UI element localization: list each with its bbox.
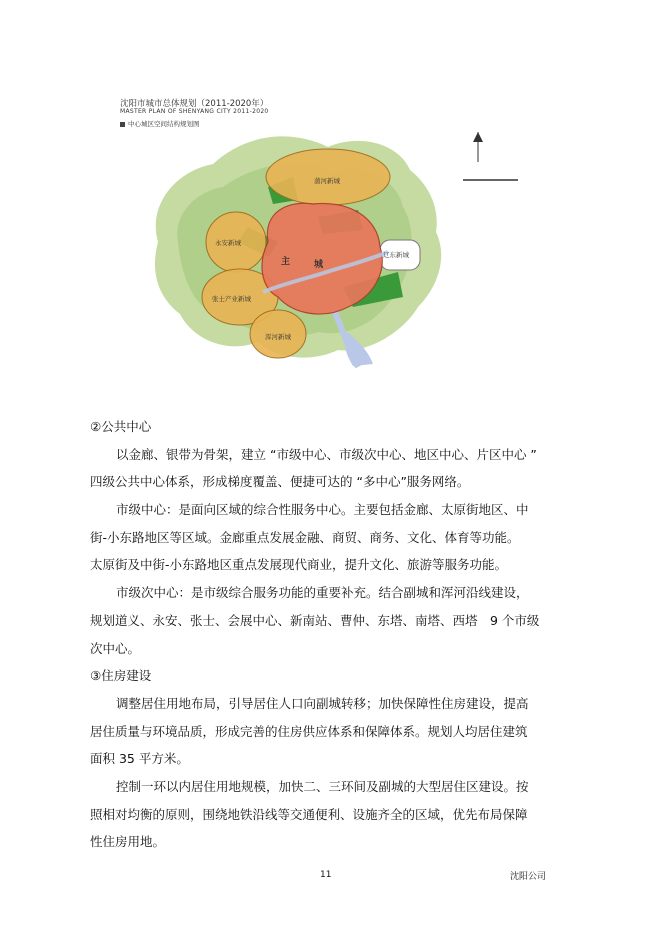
map-drawing bbox=[118, 92, 558, 378]
p3-line3: 次中心。 bbox=[90, 641, 141, 656]
p2-line2: 街-小东路地区等区域。金廊重点发展金融、商贸、商务、文化、体育等功能。 bbox=[90, 530, 520, 545]
map-title-en: MASTER PLAN OF SHENYANG CITY 2011-2020 bbox=[120, 108, 269, 115]
company-name: 沈阳公司 bbox=[510, 872, 547, 882]
page-number: 11 bbox=[320, 870, 332, 880]
p5-line1: 控制一环以内居住用地规模，加快二、三环间及副城的大型居住区建设。按 bbox=[116, 779, 529, 794]
section3-heading: ③住房建设 bbox=[90, 668, 152, 683]
p2-line3: 太原街及中街-小东路地区重点发展现代商业，提升文化、旅游等服务功能。 bbox=[90, 557, 508, 572]
section2-heading: ②公共中心 bbox=[90, 419, 152, 434]
compass-icon bbox=[473, 132, 483, 162]
map-legend: 中心城区空间结构规划图 bbox=[120, 119, 200, 128]
p2-line1: 市级中心：是面向区域的综合性服务中心。主要包括金廊、太原街地区、中 bbox=[116, 502, 529, 517]
label-west: 永安新城 bbox=[215, 239, 241, 247]
p4-line1: 调整居住用地布局，引导居住人口向副城转移；加快保障性住房建设，提高 bbox=[116, 696, 529, 711]
label-south: 浑河新城 bbox=[265, 333, 291, 341]
map-title-cn: 沈阳市城市总体规划（2011-2020年） bbox=[120, 99, 269, 109]
p3-line1: 市级次中心：是市级综合服务功能的重要补充。结合副城和浑河沿线建设， bbox=[116, 585, 529, 600]
p5-line2: 照相对均衡的原则，围绕地铁沿线等交通便利、设施齐全的区域，优先布局保障 bbox=[90, 807, 528, 822]
p4-line3: 面积 35 平方米。 bbox=[90, 751, 189, 766]
p4-line2: 居住质量与环境品质，形成完善的住房供应体系和保障体系。规划人均居住建筑 bbox=[90, 724, 528, 739]
p1-line2: 四级公共中心体系，形成梯度覆盖、便捷可达的 “多中心”服务网络。 bbox=[90, 474, 470, 489]
label-southwest: 张士产业新城 bbox=[212, 295, 251, 303]
city-plan-map bbox=[118, 92, 558, 378]
p1-line1: 以金廊、银带为骨架，建立 “市级中心、市级次中心、地区中心、片区中心 ” bbox=[116, 447, 537, 462]
label-core-right: 城 bbox=[314, 260, 324, 270]
label-north: 蒲河新城 bbox=[314, 177, 340, 185]
p3-line2: 规划道义、永安、张士、会展中心、新南站、曹仲、东塔、南塔、西塔 9 个市级 bbox=[90, 613, 540, 628]
label-core-left: 主 bbox=[281, 257, 291, 267]
label-east: 辽东新城 bbox=[383, 251, 409, 259]
p5-line3: 性住房用地。 bbox=[90, 834, 166, 849]
